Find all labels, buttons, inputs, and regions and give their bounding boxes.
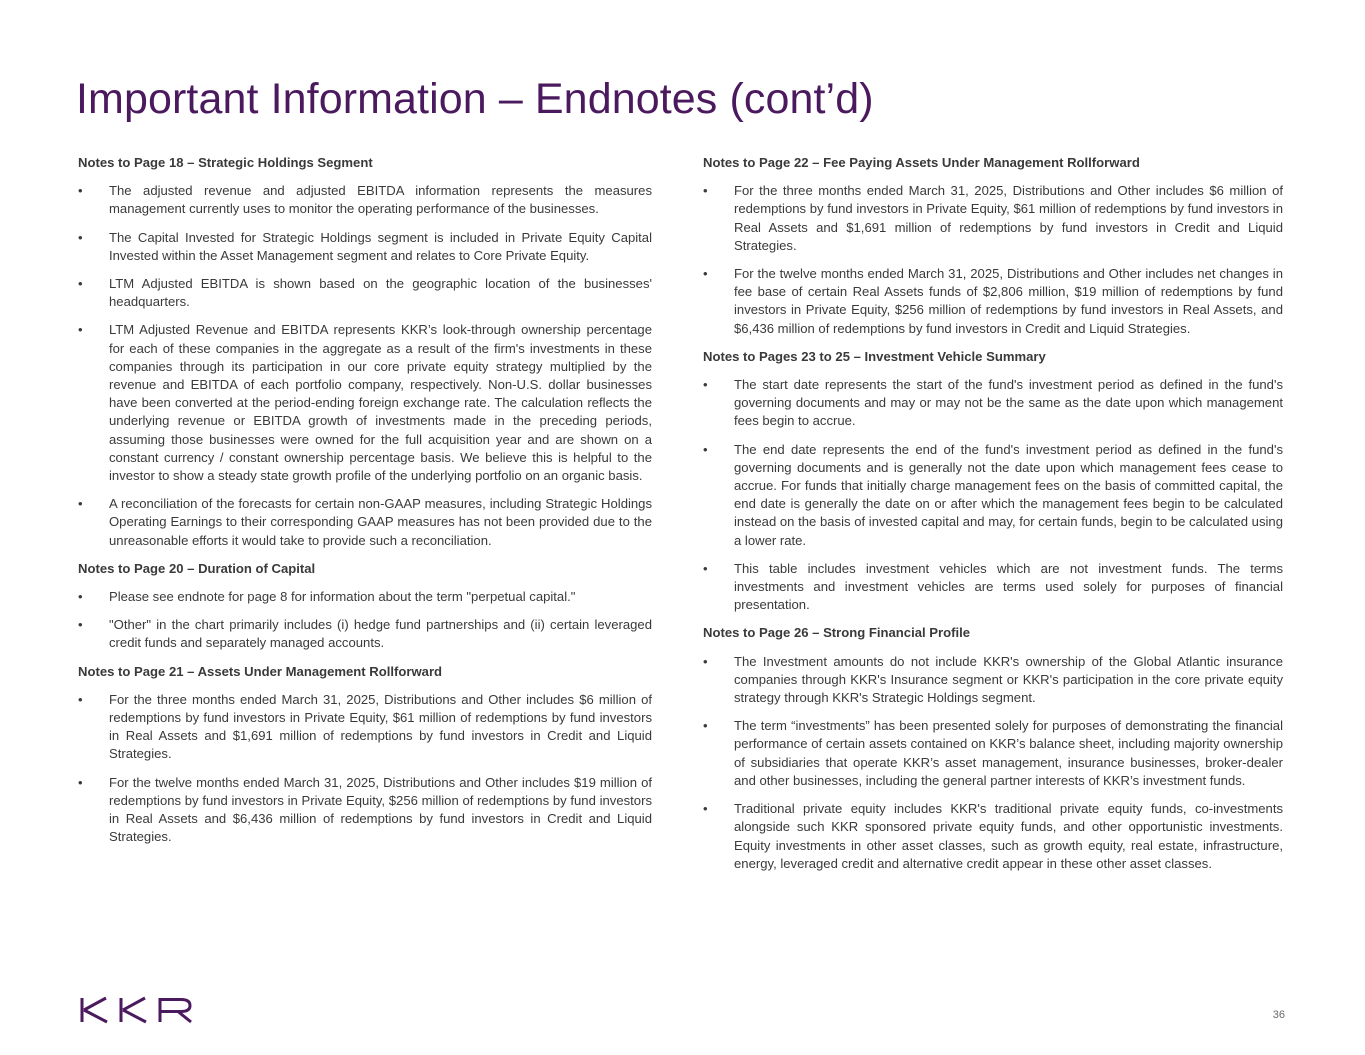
section-page-26 [703, 624, 1283, 872]
list-item-text: The term “investments” has been presented solely for purposes of demonstrating the financial performance of certain assets contained on KKR’s balance sheet, including majority ownership of subsidiaries that operate KKR’s asset management, insurance businesses, broker-dealer and other businesses, including the general partner interests of KKR’s investment funds. [734, 718, 1283, 788]
section-heading: Notes to Page 26 – Strong Financial Profile [703, 625, 971, 641]
list-item [78, 774, 652, 847]
bullet-icon: • [78, 691, 83, 707]
list-item [703, 376, 1283, 431]
list-item-text: The adjusted revenue and adjusted EBITDA information represents the measures management currently uses to monitor the operating performance of the businesses. [109, 183, 652, 217]
list-item-text: The Investment amounts do not include KKR's ownership of the Global Atlantic insurance companies through KKR's Insurance segment or KKR's participation in the core private equity strategy through KKR's Strategic Holdings segment. [734, 653, 1283, 706]
list-item [78, 321, 652, 485]
bullet-icon: • [78, 322, 83, 338]
section-pages-23-25 [703, 348, 1283, 615]
bullet-icon: • [78, 229, 83, 245]
bullet-icon: • [78, 774, 83, 790]
list-item-text: The start date represents the start of the fund's investment period as defined in the fund's governing documents and may or may not be the same as the date upon which management fees begin to accrue. [734, 377, 1283, 429]
bullet-icon: • [78, 617, 83, 633]
list-item [703, 265, 1283, 338]
bullet-list [78, 182, 652, 550]
section-page-21 [78, 663, 652, 847]
bullet-icon: • [703, 560, 708, 576]
section-heading: Notes to Page 20 – Duration of Capital [78, 560, 316, 576]
page-title: Important Information – Endnotes (cont’d) [76, 75, 874, 123]
kkr-logo [80, 995, 194, 1025]
bullet-icon: • [78, 183, 83, 199]
list-item-text: For the three months ended March 31, 2025, Distributions and Other includes $6 million of redemptions by fund investors in Private Equity, $61 million of redemptions by fund investors in Real Assets and $1,691 million of redemptions by fund investors in Credit and Liquid Strategies. [109, 691, 652, 762]
list-item-text: LTM Adjusted EBITDA is shown based on the geographic location of the businesses' headquarters. [109, 276, 652, 310]
bullet-icon: • [78, 276, 83, 292]
page-number: 36 [1272, 1009, 1285, 1021]
bullet-list [78, 588, 652, 653]
section-heading: Notes to Pages 23 to 25 – Investment Vehicle Summary [703, 348, 1046, 364]
bullet-list [703, 376, 1283, 614]
bullet-icon: • [703, 377, 708, 393]
bullet-icon: • [703, 441, 708, 457]
bullet-list [703, 653, 1283, 873]
section-heading: Notes to Page 22 – Fee Paying Assets Under Management Rollforward [703, 155, 1140, 170]
section-page-22 [703, 154, 1283, 338]
bullet-icon: • [78, 496, 83, 512]
section-page-20 [78, 560, 652, 653]
list-item [78, 616, 652, 652]
list-item-text: This table includes investment vehicles which are not investment funds. The terms investments and investment vehicles are terms used solely for purposes of financial presentation. [734, 560, 1283, 613]
bullet-icon: • [78, 589, 83, 605]
left-column [78, 154, 652, 857]
bullet-icon: • [703, 718, 708, 734]
list-item [78, 495, 652, 550]
list-item-text: Traditional private equity includes KKR's traditional private equity funds, co-investments alongside such KKR sponsored private equity funds, and other opportunistic investments. Equity investments in other asset classes, such as growth equity, real estate, infrastructure, energy, leveraged credit and alternative credit appear in these other asset classes. [734, 801, 1283, 871]
bullet-icon: • [703, 801, 708, 817]
list-item [78, 691, 652, 764]
list-item [78, 182, 652, 218]
list-item-text: For the three months ended March 31, 2025, Distributions and Other includes $6 million of redemptions by fund investors in Private Equity, $61 million of redemptions by fund investors in Real Assets and $1,691 million of redemptions by fund investors in Credit and Liquid Strategies. [734, 183, 1283, 253]
section-heading: Notes to Page 21 – Assets Under Management Rollforward [78, 663, 443, 679]
section-heading: Notes to Page 18 – Strategic Holdings Segment [78, 155, 373, 170]
list-item-text: The Capital Invested for Strategic Holdings segment is included in Private Equity Capital Invested within the Asset Management segment and relates to Core Private Equity. [109, 229, 652, 263]
list-item [703, 653, 1283, 708]
list-item-text: For the twelve months ended March 31, 2025, Distributions and Other includes $19 million of redemptions by fund investors in Private Equity, $256 million of redemptions by fund investors in Real Assets and $6,436 million of redemptions by fund investors in Credit and Liquid Strategies. [109, 774, 652, 845]
list-item [78, 275, 652, 311]
list-item [703, 182, 1283, 255]
list-item [78, 229, 652, 265]
right-column [703, 154, 1283, 883]
list-item-text: "Other" in the chart primarily includes (i) hedge fund partnerships and (ii) certain leveraged credit funds and separately managed accounts. [109, 617, 652, 651]
list-item-text: The end date represents the end of the fund's investment period as defined in the fund's governing documents and is generally not the date upon which management fees cease to accrue. For funds that initially charge management fees on the basis of committed capital, the end date is generally the date on or after which the management fees begin to be calculated instead on the basis of invested capital and may, for certain funds, begin to be calculated using a lower rate. [734, 441, 1283, 548]
list-item [78, 588, 652, 606]
bullet-list [703, 182, 1283, 338]
bullet-icon: • [703, 183, 708, 199]
list-item [703, 717, 1283, 790]
list-item [703, 560, 1283, 615]
list-item-text: Please see endnote for page 8 for information about the term "perpetual capital." [109, 589, 576, 605]
list-item [703, 800, 1283, 873]
list-item-text: For the twelve months ended March 31, 2025, Distributions and Other includes net changes in fee base of certain Real Assets funds of $2,806 million, $19 million of redemptions by fund investors in Private Equity, $256 million of redemptions by fund investors in Real Assets, and $6,436 million of redemptions by fund investors in Credit and Liquid Strategies. [734, 266, 1283, 336]
list-item-text: A reconciliation of the forecasts for certain non-GAAP measures, including Strategic Holdings Operating Earnings to their corresponding GAAP measures has not been provided due to the unreasonable efforts it would take to provide such a reconciliation. [109, 496, 652, 548]
bullet-icon: • [703, 266, 708, 282]
list-item [703, 441, 1283, 550]
list-item-text: LTM Adjusted Revenue and EBITDA represents KKR’s look-through ownership percentage for each of these companies in the aggregate as a result of the firm's investments in these companies through its participation in our core private equity strategy multiplied by the revenue and EBITDA of each portfolio company, respectively. Non-U.S. dollar businesses have been converted at the period-ending foreign exchange rate. The calculation reflects the underlying revenue or EBITDA growth of investments made in the preceding periods, assuming those businesses were owned for the full acquisition year and are shown on a constant currency / constant ownership percentage basis. We believe this is helpful to the investor to show a steady state growth profile of the underlying portfolio on an organic basis. [109, 322, 652, 484]
kkr-logo-icon [80, 995, 194, 1025]
bullet-list [78, 691, 652, 847]
bullet-icon: • [703, 653, 708, 669]
section-page-18 [78, 154, 652, 550]
